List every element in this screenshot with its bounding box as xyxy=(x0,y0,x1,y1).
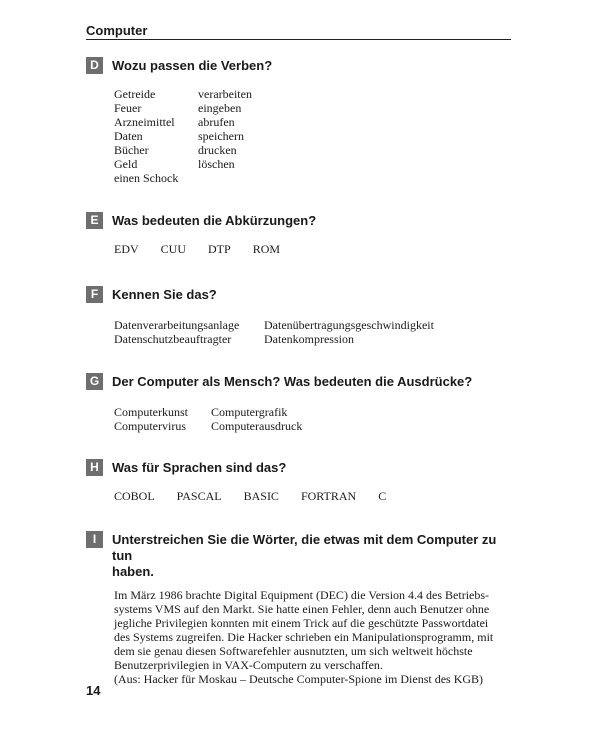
paragraph-line: dem sie genau diesen Softwarefehler ausnutzten, um sich weltweit höchste xyxy=(114,644,473,658)
noun-item: Arzneimittel xyxy=(114,115,175,129)
compound-word: Datenverarbeitungsanlage xyxy=(114,318,240,332)
section-badge-f: F xyxy=(86,286,103,303)
verb-item: abrufen xyxy=(198,115,235,129)
paragraph-line: jegliche Privilegien konnten mit einem Trick auf die geschützte Passwortdatei xyxy=(114,616,489,630)
compound-word: Datenkompression xyxy=(264,332,354,346)
noun-item: einen Schock xyxy=(114,171,179,185)
section-badge-g: G xyxy=(86,373,103,390)
noun-verb-list xyxy=(114,87,511,185)
page-header-title: Computer xyxy=(86,23,148,38)
verb-item: speichern xyxy=(198,129,244,143)
verb-item: verarbeiten xyxy=(198,87,252,101)
language-item: FORTRAN xyxy=(300,489,357,503)
section-heading-i-line1: Unterstreichen Sie die Wörter, die etwas mit dem Computer zu tun xyxy=(112,532,497,563)
section-e xyxy=(86,212,511,256)
section-heading-f: Kennen Sie das? xyxy=(112,287,217,302)
source-citation: (Aus: Hacker für Moskau – Deutsche Computer-Spione im Dienst des KGB) xyxy=(114,672,484,686)
expression-word: Computervirus xyxy=(114,419,186,433)
abbreviation-item: EDV xyxy=(114,242,139,256)
expression-word: Computerkunst xyxy=(114,405,188,419)
abbreviation-item: ROM xyxy=(252,242,281,256)
noun-item: Feuer xyxy=(114,101,142,115)
section-badge-h: H xyxy=(86,459,103,476)
noun-item: Daten xyxy=(114,129,143,143)
section-f xyxy=(86,286,511,346)
abbreviation-list xyxy=(114,242,511,256)
abbreviation-item: DTP xyxy=(208,242,231,256)
verb-item: eingeben xyxy=(198,101,242,115)
section-heading-h: Was für Sprachen sind das? xyxy=(112,460,287,475)
section-badge-e: E xyxy=(86,212,103,229)
section-heading-g: Der Computer als Mensch? Was bedeuten die Ausdrücke? xyxy=(112,374,473,389)
hacker-article-paragraph xyxy=(114,588,511,686)
section-heading-i-line2: haben. xyxy=(112,564,154,579)
paragraph-line: systems VMS auf den Markt. Sie hatte einen Fehler, denn auch Benutzer ohne xyxy=(114,602,490,616)
section-badge-i: I xyxy=(86,531,103,548)
expression-word: Computergrafik xyxy=(211,405,288,419)
compound-word-list xyxy=(114,318,511,346)
section-i xyxy=(86,531,511,686)
section-h xyxy=(86,459,511,503)
language-list xyxy=(114,489,511,503)
paragraph-line: des Systems zugreifen. Die Hacker schrieben ein Manipulationsprogramm, mit xyxy=(114,630,494,644)
noun-item: Getreide xyxy=(114,87,156,101)
section-d xyxy=(86,57,511,185)
language-item: C xyxy=(378,489,387,503)
language-item: BASIC xyxy=(243,489,279,503)
verb-item: drucken xyxy=(198,143,237,157)
language-item: COBOL xyxy=(114,489,155,503)
page-number: 14 xyxy=(86,683,101,698)
abbreviation-item: CUU xyxy=(160,242,187,256)
section-heading-e: Was bedeuten die Abkürzungen? xyxy=(112,213,317,228)
expression-word: Computerausdruck xyxy=(211,419,303,433)
paragraph-line: Benutzerprivilegien in VAX-Computern zu verschaffen. xyxy=(114,658,383,672)
section-g xyxy=(86,373,511,433)
section-badge-d: D xyxy=(86,57,103,74)
computer-expression-list xyxy=(114,405,511,433)
header-rule xyxy=(86,39,511,40)
noun-item: Geld xyxy=(114,157,138,171)
paragraph-line: Im März 1986 brachte Digital Equipment (DEC) die Version 4.4 des Betriebs- xyxy=(114,588,490,602)
compound-word: Datenschutzbeauftragter xyxy=(114,332,232,346)
verb-item: löschen xyxy=(198,157,235,171)
section-heading-d: Wozu passen die Verben? xyxy=(112,58,273,73)
noun-item: Bücher xyxy=(114,143,149,157)
section-heading-i xyxy=(112,531,511,580)
language-item: PASCAL xyxy=(176,489,222,503)
compound-word: Datenübertragungsgeschwindigkeit xyxy=(264,318,434,332)
